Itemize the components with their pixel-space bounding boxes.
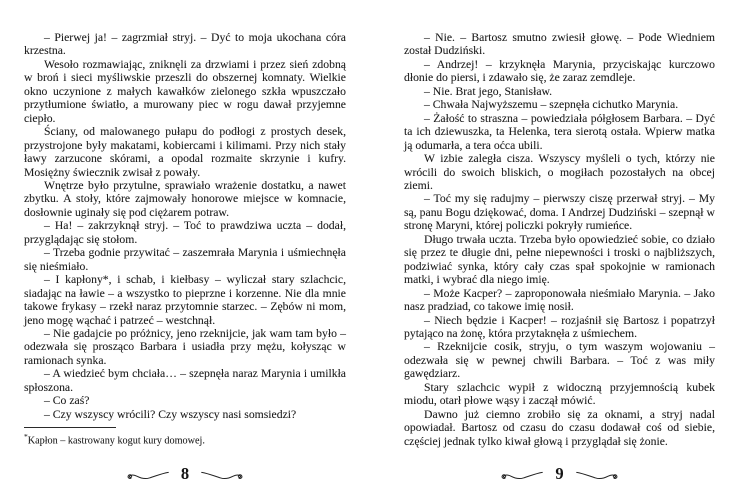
- paragraph: – Toć my się radujmy – pierwszy ciszę przerwał stryj. – My są, panu Bogu dziękować, doma. I Andrzej Dudziński – szepnął w stronę Maryni, której policzki pokryły rumieńce.: [404, 192, 715, 233]
- paragraph: – Nie gadajcie po próżnicy, jeno rzeknijcie, jak wam tam było – odezwała się prosząco Barbara i usiadła przy mężu, kołysząc w ramionach synka.: [24, 326, 346, 367]
- paragraph: – Andrzej! – krzyknęła Marynia, przyciskając kurczowo dłonie do piersi, i zdawało się, że zaraz zemdleje.: [404, 57, 715, 85]
- page-number-block-right: [404, 466, 715, 483]
- paragraph: – A wiedzieć bym chciała… – szepnęła naraz Marynia i umilkła spłoszona.: [24, 367, 346, 394]
- paragraph: Ściany, od malowanego pułapu do podłogi z prostych desek, przystrojone były makatami, kobiercami i kilimami. Przy nich stały ławy zarzucone skórami, a opodal rozmaite skrzynie i kufry. Mosiężny świecznik zwisał z powały.: [24, 125, 346, 179]
- paragraph: – Czy wszyscy wrócili? Czy wszyscy nasi somsiedzi?: [44, 407, 297, 421]
- paragraph: – Trzeba godnie przywitać – zaszemrała Marynia i uśmiechnęła się nieśmiało.: [24, 246, 346, 273]
- paragraph: – I kapłony*, i schab, i kiełbasy – wyliczał stary szlachcic, siadając na ławie – a wszystko to pieprzne i korzenne. Nie dla mnie takowe frykasy – rzekł naraz przytomnie starzec. – Zębów ni mom, jeno mogę wąchać i patrzeć – westchnął.: [24, 273, 346, 327]
- page-number-block-left: [24, 466, 346, 483]
- footnote-rule: [24, 427, 116, 428]
- page-right: [404, 31, 715, 448]
- footnote-marker: *: [24, 432, 28, 442]
- footnote-text: Kapłon – kastrowany kogut kury domowej.: [27, 435, 205, 447]
- flourish-ornament-icon: [499, 467, 544, 482]
- paragraph: – Nie. – Bartosz smutno zwiesił głowę. – Pode Wiedniem został Dudziński.: [404, 31, 715, 58]
- paragraph: – Niech będzie i Kacper! – rozjaśnił się Bartosz i popatrzył pytająco na żonę, która przytaknęła z uśmiechem.: [404, 313, 715, 340]
- footnote: [24, 431, 346, 447]
- flourish-ornament-icon: [125, 467, 170, 482]
- paragraph: Dawno już ciemno zrobiło się za oknami, a stryj nadal opowiadał. Bartosz od czasu do czasu dodawał coś od siebie, częściej jednak tylko kiwał głową i przyglądał się żonie.: [404, 407, 715, 448]
- paragraph: – Pierwej ja! – zagrzmiał stryj. – Dyć to moja ukochana córa krzestna.: [24, 31, 346, 58]
- paragraph: – Co zaś?: [44, 394, 90, 408]
- paragraph: – Rzeknijcie cosik, stryju, o tym waszym wojowaniu – odezwała się w pewnej chwili Barbara. – Toć z was miły gawędziarz.: [404, 340, 715, 381]
- paragraph: Długo trwała uczta. Trzeba było opowiedzieć sobie, co działo się przez te długie dni, pełne niepewności i troski o najbliższych, podziwiać synka, który cały czas spał spokojnie w ramionach matki, i wybrać dla niego imię.: [404, 232, 715, 287]
- flourish-ornament-icon: [575, 467, 620, 482]
- paragraph: – Może Kacper? – zaproponowała nieśmiało Marynia. – Jako nasz pradziad, co takowe imię nosił.: [404, 286, 715, 314]
- paragraph: Wesoło rozmawiając, zniknęli za drzwiami i przez sień zdobną w broń i sieci myśliwskie przeszli do obszernej komnaty. Wielkie okno uczynione z małych kawałków zielonego szkła wpuszczało przytłumione światło, a murowany piec w rogu dawał przyjemne ciepło.: [24, 57, 346, 125]
- page-number-left: 8: [180, 464, 190, 483]
- paragraph: – Ha! – zakrzyknął stryj. – Toć to prawdziwa uczta – dodał, przyglądając się stołom.: [24, 219, 346, 246]
- paragraph: Stary szlachcic wypił z widoczną przyjemnością kubek miodu, otarł płowe wąsy i zaczął mówić.: [404, 380, 715, 408]
- page-left-text: [24, 31, 346, 421]
- paragraph: Wnętrze było przytulne, sprawiało wrażenie dostatku, a nawet zbytku. A stoły, które zajmowały honorowe miejsce w komnacie, dosłownie uginały się pod ciężarem potraw.: [24, 178, 346, 219]
- paragraph: – Żałość to straszna – powiedziała półgłosem Barbara. – Dyć ta ich dziewuszka, ta Helenka, tera sierotą ostała. Wpierw matka ją odumarła, a tera oćca ubili.: [404, 111, 715, 152]
- paragraph: W izbie zaległa cisza. Wszyscy myśleli o tych, którzy nie wrócili do swoich bliskich, o mogiłach pozostałych na obcej ziemi.: [404, 152, 715, 192]
- paragraph: – Chwała Najwyższemu – szepnęła cichutko Marynia.: [424, 98, 679, 112]
- page-right-text: [404, 31, 715, 448]
- page-number-right: 9: [555, 464, 564, 483]
- flourish-ornament-icon: [200, 467, 245, 482]
- paragraph: – Nie. Brat jego, Stanisław.: [424, 84, 553, 98]
- page-left: [24, 31, 346, 448]
